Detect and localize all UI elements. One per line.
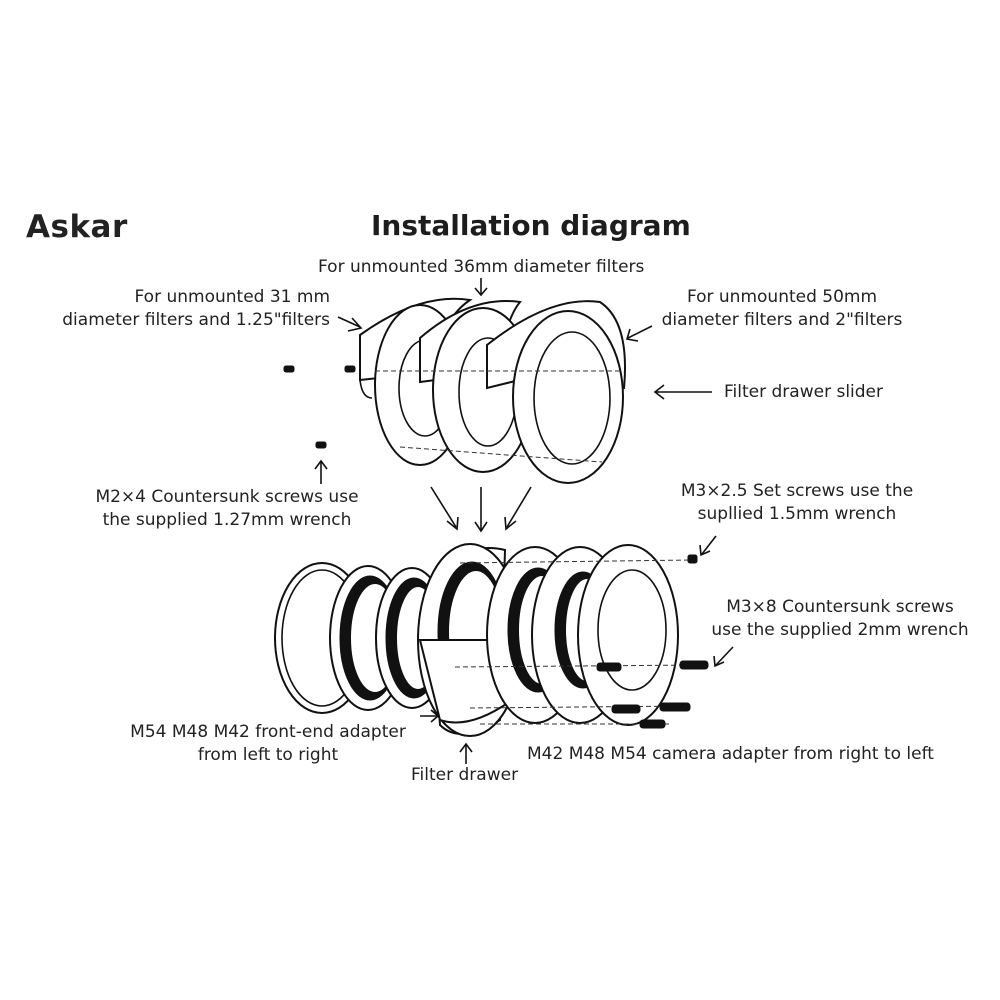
m3-cs-screw-b <box>660 703 690 711</box>
label-filter-drawer: Filter drawer <box>411 765 519 785</box>
label-m2-line1: M2×4 Countersunk screws use <box>95 487 359 507</box>
label-m3set-line1: M3×2.5 Set screws use the <box>680 481 914 501</box>
m2-screw-a <box>284 366 294 372</box>
arrow-31mm <box>338 317 361 331</box>
m3-cs-screw-a <box>680 661 708 669</box>
label-m3-cs-screws <box>700 596 980 642</box>
label-m2-line2: the supplied 1.27mm wrench <box>102 510 352 530</box>
m3-cs-screw-e <box>597 663 621 671</box>
diagram-title: Installation diagram <box>371 209 691 242</box>
label-m3-set-screws <box>672 480 922 526</box>
label-50mm-line2: diameter filters and 2"filters <box>661 310 903 330</box>
arrow-36mm <box>475 278 487 295</box>
arrow-m3-set <box>700 536 716 555</box>
m3-cs-screw-d <box>640 720 665 728</box>
label-31mm-line2: diameter filters and 1.25"filters <box>62 310 330 330</box>
label-front-line1: M54 M48 M42 front-end adapter <box>130 722 406 742</box>
label-camera-adapter: M42 M48 M54 camera adapter from right to left <box>527 744 934 764</box>
label-50mm-line1: For unmounted 50mm <box>686 287 878 307</box>
label-front-adapter <box>118 721 418 767</box>
arrows-to-drawer <box>431 487 531 531</box>
m2-screw-b <box>345 366 355 372</box>
arrow-50mm <box>627 326 652 341</box>
m2-screw-c <box>316 442 326 448</box>
label-50mm <box>652 286 912 332</box>
label-31mm-line1: For unmounted 31 mm <box>134 287 330 307</box>
m3-cs-screw-c <box>612 705 640 713</box>
arrow-m2 <box>315 461 327 484</box>
label-front-line2: from left to right <box>197 745 339 765</box>
label-m3cs-line1: M3×8 Countersunk screws <box>726 597 954 617</box>
label-m2-screws <box>82 486 372 532</box>
label-m3cs-line2: use the supplied 2mm wrench <box>711 620 969 640</box>
label-36mm: For unmounted 36mm diameter filters <box>318 257 645 277</box>
askar-logo: Askar <box>26 209 128 245</box>
label-m3set-line2: supllied 1.5mm wrench <box>697 504 897 524</box>
camera-adapter-m42 <box>578 545 678 725</box>
label-31mm <box>40 286 330 332</box>
arrow-m3-cs <box>714 647 733 666</box>
m3-set-screw <box>688 555 697 563</box>
label-slider: Filter drawer slider <box>724 382 884 402</box>
arrow-slider <box>655 385 712 399</box>
arrow-filter-drawer <box>460 744 472 764</box>
